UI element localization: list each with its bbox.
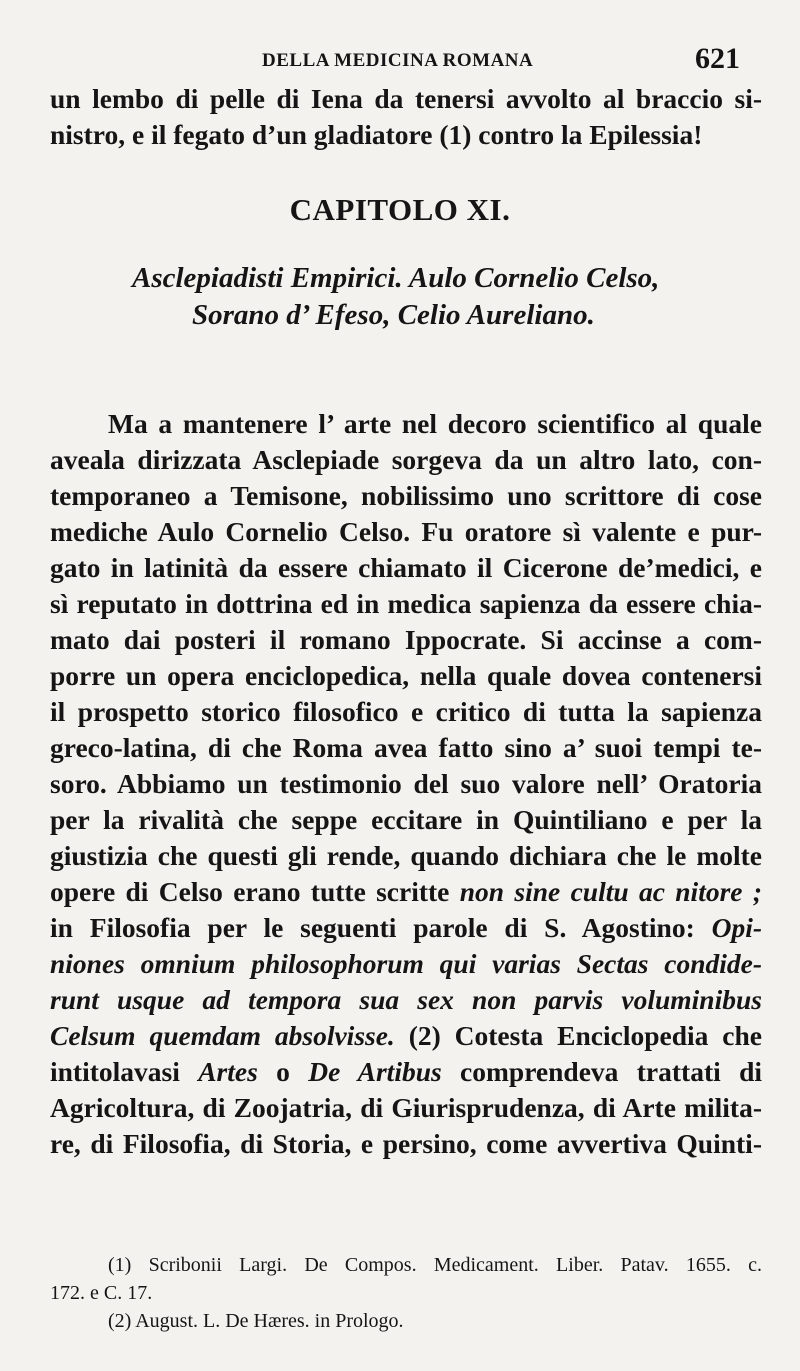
body-line-21: re, di Filosofia, di Storia, e persino, come avvertiva Quinti- bbox=[50, 1128, 762, 1159]
body-line-15-roman: in Filosofia per le seguenti parole di S. Agostino: bbox=[50, 912, 712, 943]
body-line-18-roman: (2) Cotesta Enciclopedia che bbox=[394, 1020, 762, 1051]
body-line-14-italic: non sine cultu ac nitore ; bbox=[459, 876, 762, 907]
body-line-19-d: De Artibus bbox=[308, 1056, 442, 1087]
intro-line-1: un lembo di pelle di Iena da tenersi avvolto al braccio si- bbox=[50, 83, 762, 114]
chapter-title: CAPITOLO XI. bbox=[289, 192, 511, 227]
chapter-subtitle-line1: Asclepiadisti Empirici. Aulo Cornelio Celso, bbox=[132, 262, 660, 294]
body-line-12: per la rivalità che seppe eccitare in Quintiliano e per la bbox=[50, 804, 762, 835]
footnote-1: (1) Scribonii Largi. De Compos. Medicament. Liber. Patav. 1655. c. bbox=[108, 1254, 762, 1276]
body-line-5: gato in latinità da essere chiamato il Cicerone de’medici, e bbox=[50, 552, 762, 583]
body-line-16: niones omnium philosophorum qui varias Sectas condide- bbox=[50, 948, 762, 979]
running-title: DELLA MEDICINA ROMANA bbox=[262, 50, 534, 71]
body-line-20: Agricoltura, di Zoojatria, di Giurisprudenza, di Arte milita- bbox=[50, 1092, 762, 1123]
body-line-14 bbox=[50, 875, 762, 909]
body-line-19 bbox=[50, 1055, 762, 1089]
body-line-19-a: intitolavasi bbox=[50, 1056, 199, 1087]
body-line-1: Ma a mantenere l’ arte nel decoro scientifico al quale bbox=[108, 408, 762, 439]
body-line-2: aveala dirizzata Asclepiade sorgeva da un altro lato, con- bbox=[50, 444, 762, 475]
body-line-8: porre un opera enciclopedica, nella quale dovea contenersi bbox=[50, 660, 762, 691]
body-line-19-e: comprendeva trattati di bbox=[441, 1056, 763, 1087]
intro-line-2: nistro, e il fegato d’un gladiatore (1) contro la Epilessia! bbox=[50, 119, 703, 150]
body-line-10: greco-latina, di che Roma avea fatto sino a’ suoi tempi te- bbox=[50, 732, 762, 763]
body-line-19-c: o bbox=[257, 1056, 309, 1087]
body-line-14-roman: opere di Celso erano tutte scritte bbox=[50, 876, 460, 907]
body-line-9: il prospetto storico filosofico e critico di tutta la sapienza bbox=[50, 696, 762, 727]
body-line-6: sì reputato in dottrina ed in medica sapienza da essere chia- bbox=[50, 588, 762, 619]
body-line-18-italic: Celsum quemdam absolvisse. bbox=[50, 1020, 395, 1051]
footnote-2: (2) August. L. De Hæres. in Prologo. bbox=[108, 1310, 404, 1332]
page-number: 621 bbox=[695, 42, 740, 75]
body-line-3: temporaneo a Temisone, nobilissimo uno scrittore di cose bbox=[50, 480, 762, 511]
chapter-subtitle-line2: Sorano d’ Efeso, Celio Aureliano. bbox=[192, 299, 595, 331]
body-line-15 bbox=[50, 911, 762, 945]
body-line-17: runt usque ad tempora sua sex non parvis voluminibus bbox=[50, 984, 762, 1015]
body-line-7: mato dai posteri il romano Ippocrate. Si accinse a com- bbox=[50, 624, 762, 655]
body-line-19-b: Artes bbox=[198, 1056, 258, 1087]
body-line-13: giustizia che questi gli rende, quando dichiara che le molte bbox=[50, 840, 762, 871]
body-line-18 bbox=[50, 1019, 762, 1053]
footnote-1-continued: 172. e C. 17. bbox=[50, 1282, 153, 1304]
body-line-11: soro. Abbiamo un testimonio del suo valore nell’ Oratoria bbox=[50, 768, 762, 799]
body-line-4: mediche Aulo Cornelio Celso. Fu oratore sì valente e pur- bbox=[50, 516, 762, 547]
page-header bbox=[0, 42, 800, 82]
body-line-15-italic: Opi- bbox=[711, 912, 762, 943]
